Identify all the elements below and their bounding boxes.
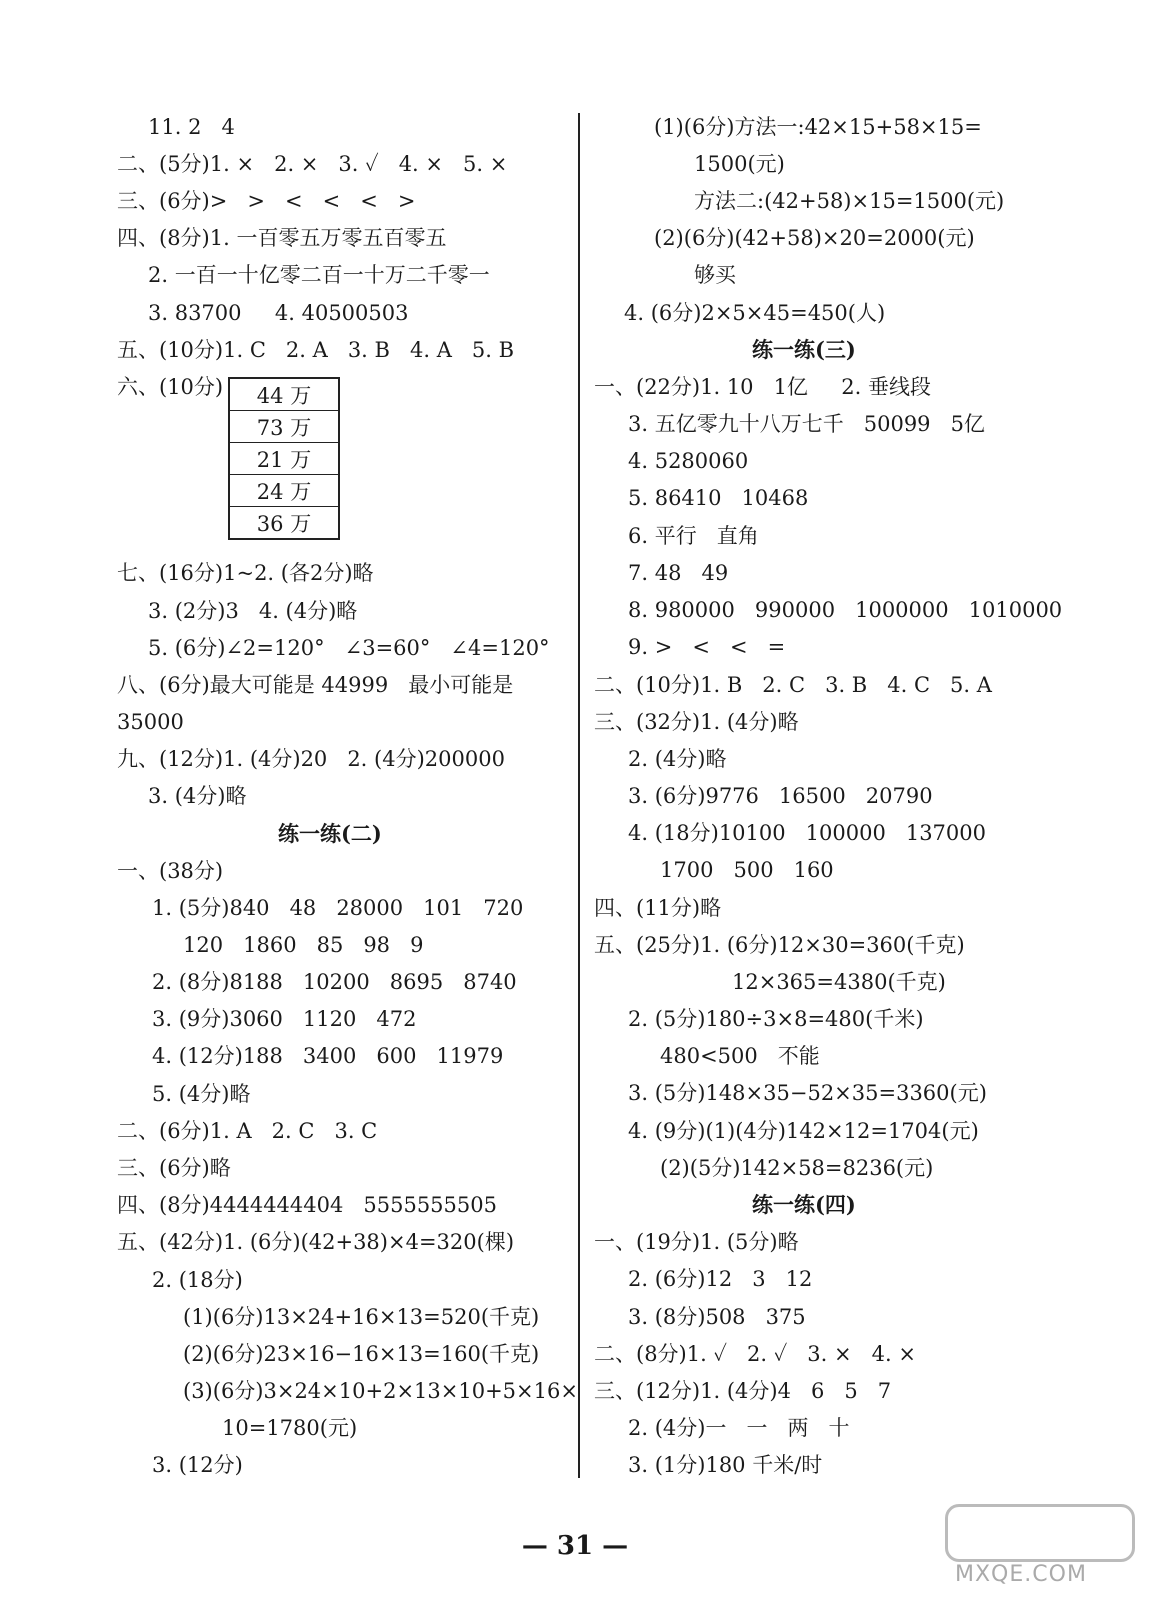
answer-line: 四、(8分)1. 一百零五万零五百零五	[117, 226, 447, 250]
answer-line: 12×365=4380(千克)	[732, 970, 946, 994]
answer-line: 五、(10分)1. C 2. A 3. B 4. A 5. B	[117, 338, 515, 362]
answer-line: 3. (4分)略	[148, 784, 247, 808]
answer-line: 三、(6分)略	[117, 1156, 231, 1180]
answer-line: 4. (12分)188 3400 600 11979	[152, 1044, 504, 1068]
answer-line: (1)(6分)方法一:42×15+58×15=	[654, 115, 982, 139]
watermark-logo	[945, 1504, 1135, 1562]
watermark	[945, 1504, 1140, 1594]
column-divider	[578, 113, 580, 1478]
answer-line: 四、(11分)略	[594, 896, 722, 920]
answer-line: 二、(8分)1. ✓ 2. ✓ 3. × 4. ×	[594, 1342, 916, 1366]
answer-line: 够买	[694, 263, 736, 287]
answer-line: 二、(5分)1. × 2. × 3. ✓ 4. × 5. ×	[117, 152, 508, 176]
section-heading: 练一练(二)	[278, 821, 382, 846]
answer-line: 八、(6分)最大可能是 44999 最小可能是	[117, 673, 514, 697]
answer-line: 6. 平行 直角	[628, 524, 759, 548]
answer-line: 3. (2分)3 4. (4分)略	[148, 599, 358, 623]
answer-line: 5. 86410 10468	[628, 486, 809, 510]
answer-line: 方法二:(42+58)×15=1500(元)	[694, 189, 1005, 213]
answer-line: 2. 一百一十亿零二百一十万二千零一	[148, 263, 490, 287]
answer-line: 7. 48 49	[628, 561, 729, 585]
answer-line: 3. (1分)180 千米/时	[628, 1453, 823, 1477]
answer-line: (3)(6分)3×24×10+2×13×10+5×16×	[183, 1379, 578, 1403]
answer-line: 一、(19分)1. (5分)略	[594, 1230, 799, 1254]
answer-line: 2. (8分)8188 10200 8695 8740	[152, 970, 517, 994]
answer-line: 120 1860 85 98 9	[183, 933, 424, 957]
answer-line: 5. (6分)∠2=120° ∠3=60° ∠4=120°	[148, 636, 550, 660]
table-cell: 24 万	[229, 475, 339, 507]
answer-line: 三、(32分)1. (4分)略	[594, 710, 799, 734]
answer-line: 10=1780(元)	[222, 1416, 358, 1440]
answer-line: 二、(10分)1. B 2. C 3. B 4. C 5. A	[594, 673, 992, 697]
answer-line: 480<500 不能	[660, 1044, 820, 1068]
answer-line: 2. (5分)180÷3×8=480(千米)	[628, 1007, 924, 1031]
page-number: — 31 —	[521, 1531, 629, 1561]
answer-line: 3. (12分)	[152, 1453, 243, 1477]
section-heading: 练一练(四)	[752, 1192, 856, 1217]
answer-line: (2)(5分)142×58=8236(元)	[660, 1156, 934, 1180]
answer-line: 2. (4分)略	[628, 747, 727, 771]
answer-line: 1500(元)	[694, 152, 785, 176]
answer-line: 4. (18分)10100 100000 137000	[628, 821, 987, 845]
answer-line: 四、(8分)4444444404 5555555505	[117, 1193, 497, 1217]
answer-line: 3. 83700 4. 40500503	[148, 301, 409, 325]
answer-line: 5. (4分)略	[152, 1082, 251, 1106]
answer-line: 11. 2 4	[148, 115, 235, 139]
answer-line: 2. (6分)12 3 12	[628, 1267, 813, 1291]
answer-line: 2. (4分)一 一 两 十	[628, 1416, 850, 1440]
answer-line: 二、(6分)1. A 2. C 3. C	[117, 1119, 378, 1143]
answer-table	[228, 377, 340, 540]
answer-line: 3. (8分)508 375	[628, 1305, 806, 1329]
answer-line: 3. (9分)3060 1120 472	[152, 1007, 417, 1031]
answer-line: 三、(12分)1. (4分)4 6 5 7	[594, 1379, 892, 1403]
table-cell: 21 万	[229, 443, 339, 475]
answer-line: (1)(6分)13×24+16×13=520(千克)	[183, 1305, 540, 1329]
answer-line: 3. 五亿零九十八万七千 50099 5亿	[628, 412, 985, 436]
answer-line: 4. (6分)2×5×45=450(人)	[624, 301, 886, 325]
answer-line: 五、(25分)1. (6分)12×30=360(千克)	[594, 933, 965, 957]
table-cell: 73 万	[229, 411, 339, 443]
table-cell: 36 万	[229, 507, 339, 540]
answer-line: 三、(6分)> > < < < >	[117, 189, 416, 213]
answer-line: 3. (5分)148×35−52×35=3360(元)	[628, 1081, 987, 1105]
answer-line: 六、(10分)	[117, 375, 224, 399]
answer-line: 九、(12分)1. (4分)20 2. (4分)200000	[117, 747, 505, 771]
answer-line: 9. > < < =	[628, 635, 786, 659]
answer-line: 一、(38分)	[117, 859, 224, 883]
answer-line: 4. (9分)(1)(4分)142×12=1704(元)	[628, 1119, 979, 1143]
answer-line: 七、(16分)1~2. (各2分)略	[117, 561, 374, 585]
table-cell: 44 万	[229, 378, 339, 411]
section-heading: 练一练(三)	[752, 337, 856, 362]
answer-line: 35000	[117, 710, 184, 734]
answer-line: 8. 980000 990000 1000000 1010000	[628, 598, 1063, 622]
answer-line: 4. 5280060	[628, 449, 749, 473]
watermark-url: MXQE.COM	[955, 1562, 1087, 1587]
answer-line: (2)(6分)(42+58)×20=2000(元)	[654, 226, 975, 250]
answer-line: 2. (18分)	[152, 1268, 243, 1292]
answer-line: 一、(22分)1. 10 1亿 2. 垂线段	[594, 375, 932, 399]
answer-line: 1700 500 160	[660, 858, 834, 882]
answer-line: 五、(42分)1. (6分)(42+38)×4=320(棵)	[117, 1230, 515, 1254]
answer-line: 3. (6分)9776 16500 20790	[628, 784, 933, 808]
answer-line: 1. (5分)840 48 28000 101 720	[152, 896, 524, 920]
answer-line: (2)(6分)23×16−16×13=160(千克)	[183, 1342, 540, 1366]
